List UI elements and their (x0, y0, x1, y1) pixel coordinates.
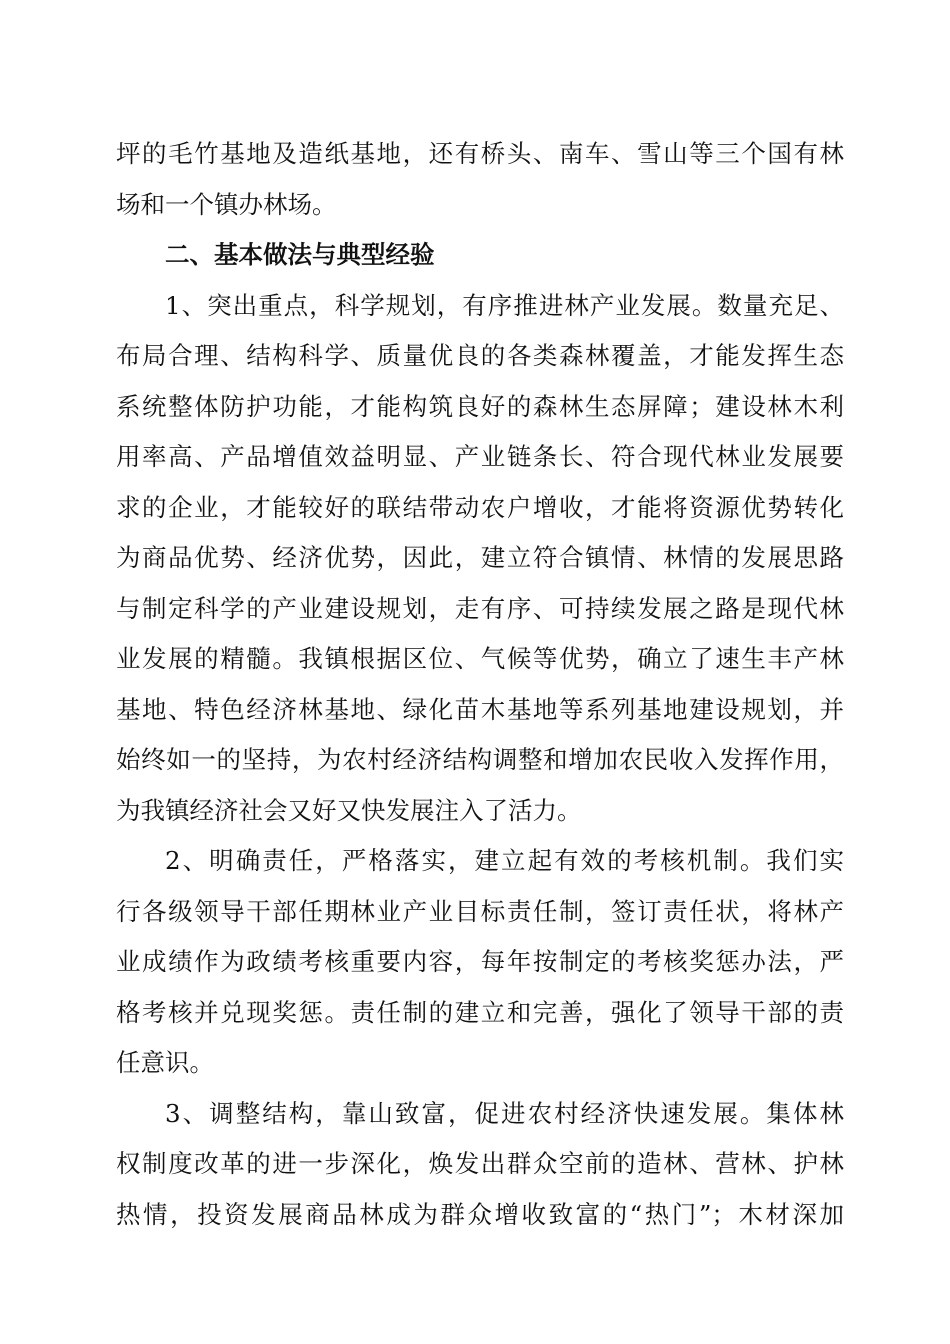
paragraph-line: 布局合理、结构科学、质量优良的各类森林覆盖，才能发挥生态 (116, 341, 844, 370)
paragraph-line: 业发展的精髓。我镇根据区位、气候等优势，确立了速生丰产林 (116, 644, 844, 673)
paragraph-line: 求的企业，才能较好的联结带动农户增收，才能将资源优势转化 (116, 492, 844, 522)
paragraph-line: 用率高、产品增值效益明显、产业链条长、符合现代林业发展要 (116, 442, 844, 471)
paragraph-line: 坪的毛竹基地及造纸基地，还有桥头、南车、雪山等三个国有林 (116, 139, 844, 168)
paragraph-line: 为我镇经济社会又好又快发展注入了活力。 (116, 795, 582, 825)
paragraph-1 (116, 281, 844, 837)
paragraph-2 (116, 836, 844, 1089)
paragraph-line: 2、明确责任，严格落实，建立起有效的考核机制。我们实 (165, 846, 844, 875)
paragraph-line: 系统整体防护功能，才能构筑良好的森林生态屏障；建设林木利 (116, 391, 844, 421)
paragraph-line: 始终如一的坚持，为农村经济结构调整和增加农民收入发挥作用， (116, 745, 844, 774)
paragraph-line: 任意识。 (116, 1048, 214, 1077)
section-heading: 二、基本做法与典型经验 (165, 240, 435, 269)
paragraph-line: 行各级领导干部任期林业产业目标责任制，签订责任状，将林产 (116, 896, 844, 926)
paragraph-line: 3、调整结构，靠山致富，促进农村经济快速发展。集体林 (165, 1098, 844, 1128)
paragraph-line: 与制定科学的产业建设规划，走有序、可持续发展之路是现代林 (116, 593, 844, 623)
paragraph-line: 场和一个镇办林场。 (116, 189, 337, 219)
paragraph-line: 为商品优势、经济优势，因此，建立符合镇情、林情的发展思路 (116, 543, 844, 572)
paragraph-3 (116, 1089, 844, 1241)
intro-paragraph (116, 129, 844, 230)
document-body (116, 129, 844, 1240)
paragraph-line: 基地、特色经济林基地、绿化苗木基地等系列基地建设规划，并 (116, 694, 844, 724)
paragraph-line: 业成绩作为政绩考核重要内容，每年按制定的考核奖惩办法，严 (116, 947, 844, 976)
paragraph-line: 热情，投资发展商品林成为群众增收致富的“热门”；木材深加 (116, 1199, 844, 1229)
paragraph-line: 权制度改革的进一步深化，焕发出群众空前的造林、营林、护林 (116, 1149, 844, 1178)
paragraph-line: 格考核并兑现奖惩。责任制的建立和完善，强化了领导干部的责 (116, 997, 844, 1027)
paragraph-line: 1、突出重点，科学规划，有序推进林产业发展。数量充足、 (165, 290, 844, 320)
